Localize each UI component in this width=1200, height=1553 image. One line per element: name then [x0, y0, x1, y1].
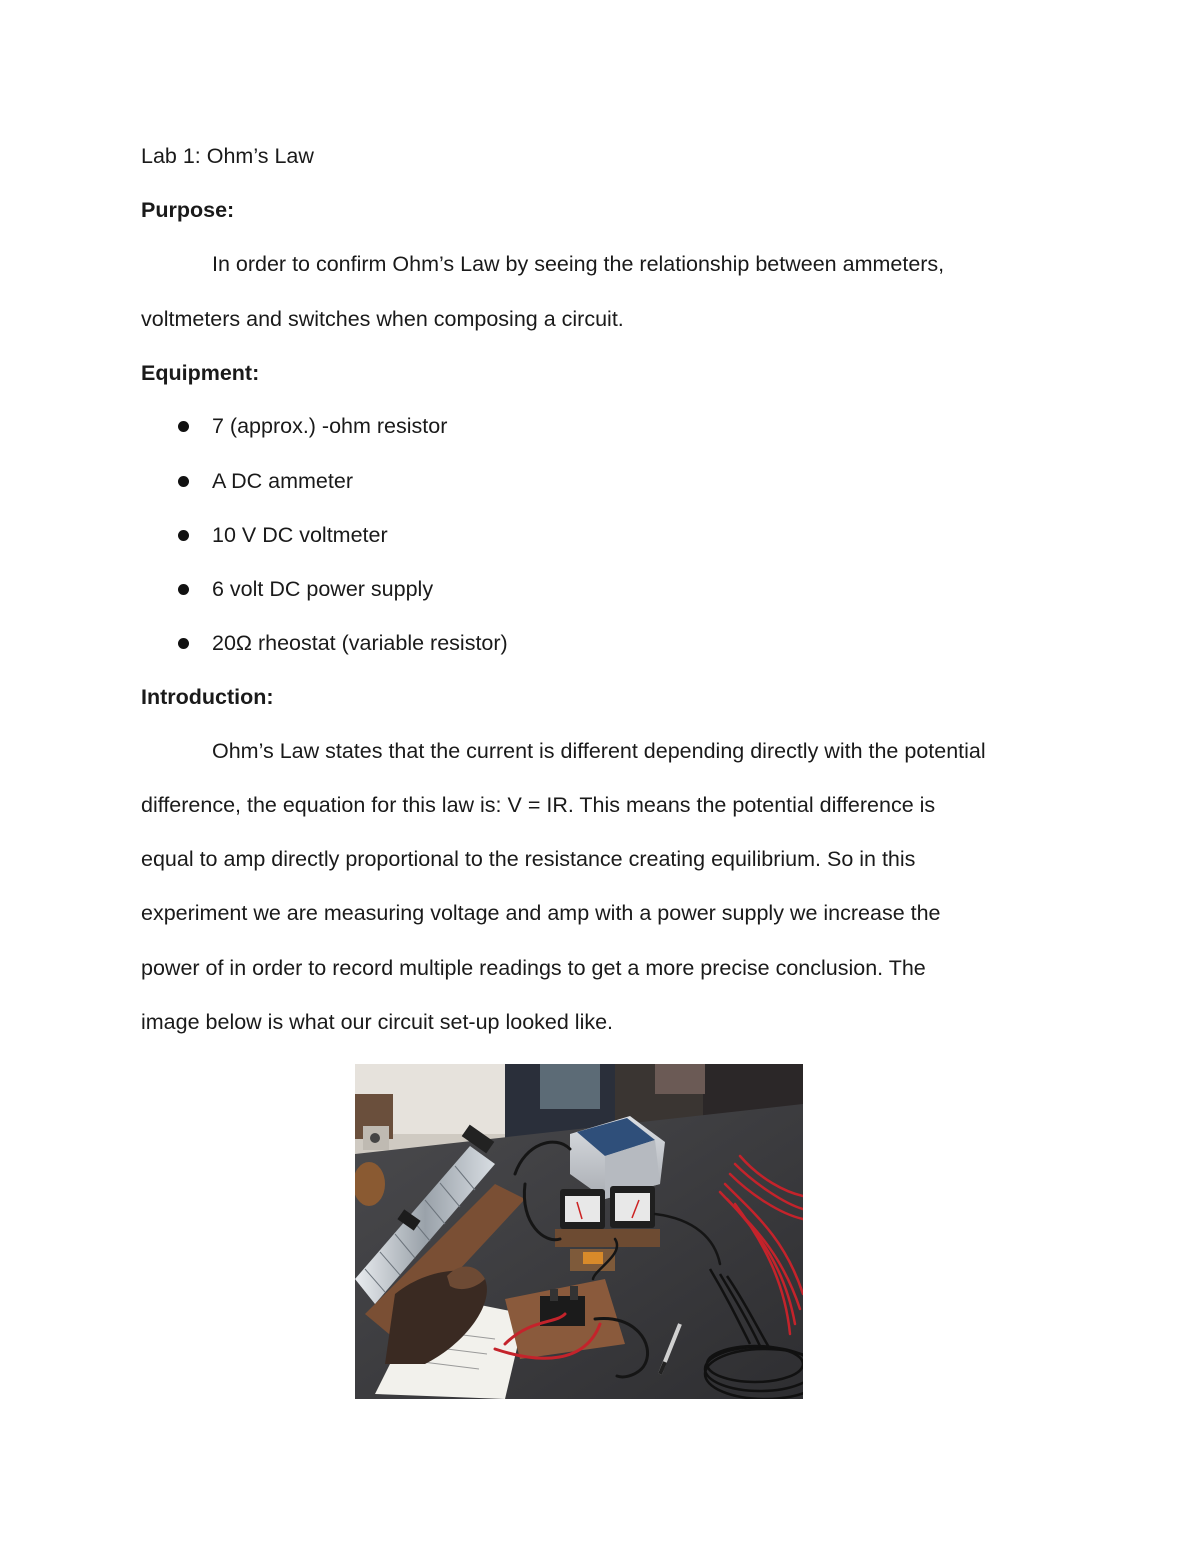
- introduction-line-2: difference, the equation for this law is: V = IR. This means the potential difference is: [141, 793, 936, 817]
- bullet-icon: [178, 638, 189, 649]
- document-title: Lab 1: Ohm’s Law: [141, 144, 314, 168]
- equipment-heading: Equipment:: [141, 361, 260, 385]
- bullet-icon: [178, 584, 189, 595]
- purpose-line-2: voltmeters and switches when composing a circuit.: [141, 307, 624, 331]
- introduction-line-3: equal to amp directly proportional to the resistance creating equilibrium. So in this: [141, 847, 916, 871]
- bullet-icon: [178, 530, 189, 541]
- introduction-line-6: image below is what our circuit set-up looked like.: [141, 1010, 614, 1034]
- equipment-item-label: 7 (approx.) -ohm resistor: [212, 414, 448, 438]
- purpose-line-1: In order to confirm Ohm’s Law by seeing the relationship between ammeters,: [212, 252, 945, 276]
- introduction-heading: Introduction:: [141, 685, 274, 709]
- introduction-line-5: power of in order to record multiple readings to get a more precise conclusion. The: [141, 956, 926, 980]
- introduction-line-1: Ohm’s Law states that the current is different depending directly with the potential: [212, 739, 986, 763]
- bullet-icon: [178, 421, 189, 432]
- equipment-item-label: 6 volt DC power supply: [212, 577, 434, 601]
- bullet-icon: [178, 476, 189, 487]
- circuit-setup-photo: [355, 1064, 803, 1399]
- equipment-item-label: 20Ω rheostat (variable resistor): [212, 631, 508, 655]
- purpose-heading: Purpose:: [141, 198, 235, 222]
- introduction-line-4: experiment we are measuring voltage and amp with a power supply we increase the: [141, 901, 941, 925]
- equipment-item-label: 10 V DC voltmeter: [212, 523, 388, 547]
- equipment-item-label: A DC ammeter: [212, 469, 353, 493]
